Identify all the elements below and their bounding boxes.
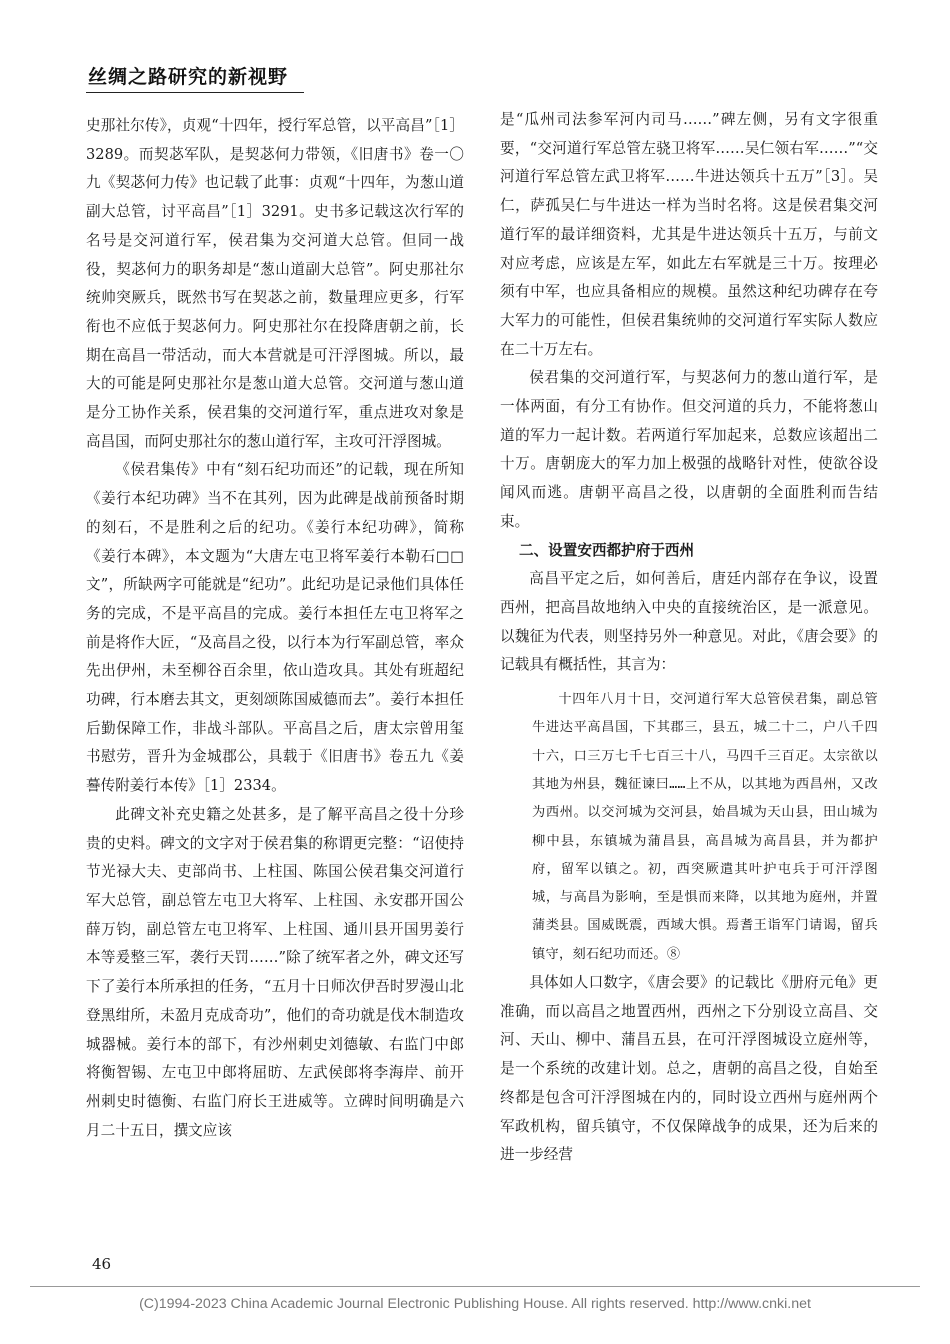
paragraph-right-after: 具体如人口数字，《唐会要》的记载比《册府元龟》更准确，而以高昌之地置西州，西州之下分别设立高昌、交河、天山、柳中、蒲昌五县，在可汗浮图城设立庭州等，是一个系统的改建计划。总之，唐朝的高昌之役，自始至终都是包含可汗浮图城在内的，同时设立西州与庭州两个军政机构，留兵镇守，不仅保障战争的成果，还为后来的进一步经营 [500,974,878,1164]
paragraph-right-intro: 高昌平定之后，如何善后，唐廷内部存在争议，设置西州，把高昌故地纳入中央的直接统治区，是一派意见。以魏征为代表，则坚持另外一种意见。对此，《唐会要》的记载具有概括性，其言为： [500,570,878,674]
section-heading: 二、设置安西都护府于西州 [518,541,695,559]
paragraph-right-2: 侯君集的交河道行军，与契苾何力的葱山道行军，是一体两面，有分工有协作。但交河道的兵力，不能将葱山道的军力一起计数。若两道行军加起来，总数应该超出二十万。唐朝庞大的军力加上极强的战略针对性，使欲谷设闻风而逃。唐朝平高昌之役，以唐朝的全面胜利而告结束。 [500,369,878,530]
paragraph-left-2: 《侯君集传》中有“刻石纪功而还”的记载，现在所知《姜行本纪功碑》当不在其列，因为此碑是战前预备时期的刻石，不是胜利之后的纪功。《姜行本纪功碑》，简称《姜行本碑》，本文题为“大唐左屯卫将军姜行本勒石□□文”，所缺两字可能就是“纪功”。此纪功是记录他们具体任务的完成，不是平高昌的完成。姜行本担任左屯卫将军之前是将作大匠，“及高昌之役，以行本为行军副总管，率众先出伊州，未至柳谷百余里，依山造攻具。其处有班超纪功碑，行本磨去其文，更刻颂陈国威德而去”。姜行本担任后勤保障工作，非战斗部队。平高昌之后，唐太宗曾用玺书慰劳，晋升为金城郡公，具载于《旧唐书》卷五九《姜謩传附姜行本传》［1］2334。 [86,461,464,795]
footer-rule [30,1286,920,1287]
right-column [500,106,878,1170]
copyright-footer: (C)1994-2023 China Academic Journal Electronic Publishing House. All rights reserved. http://www.cnki.net [139,1296,811,1312]
paragraph-left-1: 史那社尔传》，贞观“十四年，授行军总管，以平高昌”［1］3289。而契苾军队，是契苾何力带领，《旧唐书》卷一〇九《契苾何力传》也记载了此事：贞观“十四年，为葱山道副大总管，讨平高昌”［1］3291。史书多记载这次行军的名号是交河道行军，侯君集为交河道大总管。但同一战役，契苾何力的职务却是“葱山道副大总管”。阿史那社尔统帅突厥兵，既然书写在契苾之前，数量理应更多，行军衔也不应低于契苾何力。阿史那社尔在投降唐朝之前，长期在高昌一带活动，而大本营就是可汗浮图城。所以，最大的可能是阿史那社尔是葱山道大总管。交河道与葱山道是分工协作关系，侯君集的交河道行军，重点进攻对象是高昌国，而阿史那社尔的葱山道行军，主攻可汗浮图城。 [86,117,464,450]
journal-header-title: 丝绸之路研究的新视野 [88,66,289,88]
block-quote-tanghuiyao [500,686,878,969]
paragraph-left-3: 此碑文补充史籍之处甚多，是了解平高昌之役十分珍贵的史料。碑文的文字对于侯君集的称谓更完整：“诏使持节光禄大夫、吏部尚书、上柱国、陈国公侯君集交河道行军大总管，副总管左屯卫大将军、上柱国、永安郡开国公薛万钧，副总管左屯卫将军、上柱国、通川县开国男姜行本等爰整三军，袭行天罚……”除了统军者之外，碑文还写下了姜行本所承担的任务，“五月十日师次伊吾时罗漫山北登黑绀所，未盈月克成奇功”，他们的奇功就是伐木制造攻城器械。姜行本的部下，有沙州刺史刘德敏、右监门中郎将衡智锡、左屯卫中郎将屈昉、左武侯郎将李海岸、前开州刺史时德衡、右监门府长王进威等。立碑时间明确是六月二十五日，撰文应该 [86,805,464,1139]
header-rule [86,92,304,93]
left-column [86,112,464,1145]
page-number: 46 [92,1255,112,1273]
paragraph-right-1: 是“瓜州司法参军河内司马……”碑左侧，另有文字很重要，“交河道行军总管左骁卫将军……吴仁领右军……”“交河道行军总管左武卫将军……牛进达领兵十五万”［3］。吴仁，萨孤吴仁与牛进达一样为当时名将。这是侯君集交河道行军的最详细资料，尤其是牛进达领兵十五万，与前文对应考虑，应该是左军，如此左右军就是三十万。按理必须有中军，也应具备相应的规模。虽然这种纪功碑存在夸大军力的可能性，但侯君集统帅的交河道行军实际人数应在二十万左右。 [500,111,878,358]
quote-text: 十四年八月十日，交河道行军大总管侯君集，副总管牛进达平高昌国，下其郡三，县五，城二十二，户八千四十六，口三万七千七百三十八，马四千三百疋。太宗欲以其地为州县，魏征谏曰……上不从，以其地为西昌州，又改为西州。以交河城为交河县，始昌城为天山县，田山城为柳中县，东镇城为蒲昌县，高昌城为高昌县，并为都护府，留军以镇之。初，西突厥遣其叶护屯兵于可汗浮图城，与高昌为影响，至是惧而来降，以其地为庭州，并置蒲类县。国威既震，西域大惧。焉耆王诣军门请谒，留兵镇守，刻石纪功而还。⑧ [532,692,878,962]
